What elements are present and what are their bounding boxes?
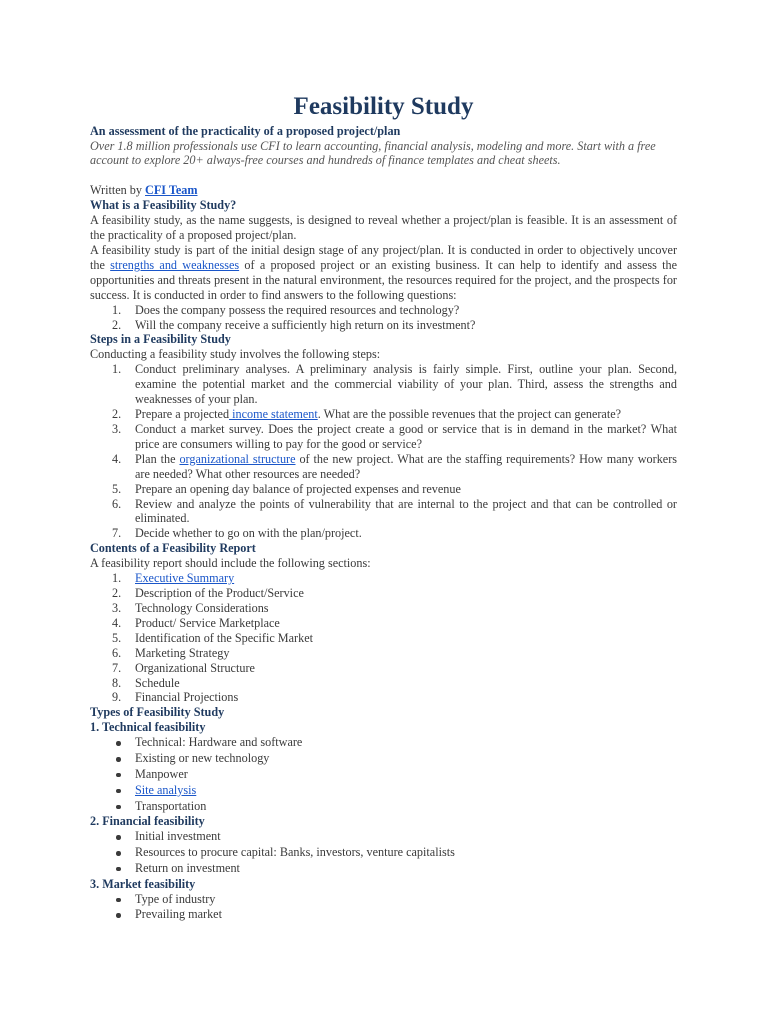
list-item [90,631,677,646]
text-run: A feasibility study is part of the initial design stage of any project/plan. It is conducted in order to objectively uncover the [90,243,677,272]
questions-list [90,303,677,333]
list-number: 4. [112,615,122,630]
list-item-text: Transportation [135,798,207,813]
list-item [90,303,677,318]
list-item-text: Review and analyze the points of vulnerability that are internal to the project and that can be controlled or eliminated. [135,496,677,526]
list-item-text: Description of the Product/Service [135,586,304,601]
list-number: 2. [112,586,122,601]
list-item [90,861,677,877]
list-item [90,783,677,799]
text-run: Prepare a projected [135,407,230,422]
site-analysis-link[interactable]: Site analysis [135,782,197,797]
list-item-text: Conduct preliminary analyses. A preliminary analysis is fairly simple. First, outline your plan. Second, examine the potential market and the commercial viability of your plan. Third, assess the strengths and weaknesses of your plan. [135,362,677,407]
list-number: 4. [112,451,122,466]
organizational-structure-link[interactable]: organizational structure [179,451,296,466]
bullet [116,757,121,762]
bullet [116,835,121,840]
list-item-text: Organizational Structure [135,660,255,675]
bullet [116,867,121,872]
subheading-market: 3. Market feasibility [90,876,196,891]
section-heading-contents: Contents of a Feasibility Report [90,541,256,556]
byline-prefix: Written by [90,183,146,198]
list-item-text: Resources to procure capital: Banks, investors, venture capitalists [135,845,455,860]
list-item-text: Does the company possess the required resources and technology? [135,302,460,317]
subheading-technical: 1. Technical feasibility [90,720,206,735]
list-item-text: Technology Considerations [135,600,269,615]
text-run: of the new project. What are the staffing requirements? How many workers are needed? What other resources are needed? [135,451,677,481]
bullet [116,741,121,746]
list-item [90,586,677,601]
list-number: 1. [112,302,122,317]
technical-list [90,735,677,814]
list-item [90,845,677,861]
market-list [90,892,677,924]
list-item-text: Existing or new technology [135,751,270,766]
list-item-text: Technical: Hardware and software [135,735,303,750]
bullet [116,789,121,794]
list-item-text: Financial Projections [135,690,239,705]
list-item [90,676,677,691]
list-item-text: Prepare an opening day balance of projected expenses and revenue [135,481,461,496]
list-item [90,422,677,452]
list-item [90,799,677,815]
strengths-weaknesses-link[interactable]: strengths and weaknesses [110,257,240,272]
list-item [90,362,677,407]
executive-summary-link[interactable]: Executive Summary [135,571,235,586]
list-item-text: Initial investment [135,829,221,844]
bullet [116,773,121,778]
list-item [90,526,677,541]
list-number: 8. [112,675,122,690]
list-item [90,318,677,333]
list-number: 1. [112,571,122,586]
list-item-text: Will the company receive a sufficiently high return on its investment? [135,317,476,332]
section-heading-what-is: What is a Feasibility Study? [90,198,237,213]
steps-list [90,362,677,541]
report-sections-list [90,571,677,705]
list-item [90,735,677,751]
page-subtitle: An assessment of the practicality of a proposed project/plan [90,124,401,138]
list-number: 3. [112,600,122,615]
paragraph: A feasibility report should include the following sections: [90,556,371,571]
list-item [90,907,677,923]
list-item-text: Product/ Service Marketplace [135,615,280,630]
intro-text: Over 1.8 million professionals use CFI to learn accounting, financial analysis, modeling and more. Start with a free account to explore 20+ always-free courses and hundreds of finance templates and cheat sheets. [90,138,656,168]
list-item-text: Decide whether to go on with the plan/project. [135,526,362,541]
list-item [90,616,677,631]
financial-list [90,829,677,876]
list-item-text: Schedule [135,675,180,690]
list-item [90,751,677,767]
list-item-text: Conduct a market survey. Does the project create a good or service that is in demand in the market? What price are consumers willing to pay for the good or service? [135,422,677,451]
list-item [90,407,677,422]
list-number: 2. [112,407,122,422]
list-item [90,497,677,527]
list-number: 5. [112,630,122,645]
page-title: Feasibility Study [293,93,474,120]
list-number: 6. [112,496,122,511]
list-number: 1. [112,362,122,377]
article-body [90,92,677,923]
list-item-text: Identification of the Specific Market [135,630,314,645]
list-item-text: Type of industry [135,891,216,906]
list-number: 7. [112,660,122,675]
author-link[interactable]: CFI Team [145,183,198,198]
list-number: 5. [112,481,122,496]
section-heading-steps: Steps in a Feasibility Study [90,332,231,347]
subheading-financial: 2. Financial feasibility [90,814,205,829]
income-statement-link[interactable]: income statement [229,407,318,422]
list-item-text: Manpower [135,766,188,781]
list-item [90,690,677,705]
bullet [116,913,121,918]
list-item-text: Marketing Strategy [135,645,230,660]
list-item [90,892,677,908]
list-item [90,482,677,497]
list-item [90,829,677,845]
byline [90,183,677,198]
paragraph: A feasibility study, as the name suggests, is designed to reveal whether a project/plan is feasible. It is an assessment of the practicality of a proposed project/plan. [90,213,677,243]
spacer [90,168,677,183]
list-number: 3. [112,422,122,436]
list-number: 6. [112,645,122,660]
list-item [90,452,677,482]
section-heading-types: Types of Feasibility Study [90,705,225,720]
list-number: 9. [112,690,122,705]
list-item-text: Prevailing market [135,907,222,922]
text-run: Plan the [135,451,180,466]
list-item [90,767,677,783]
bullet [116,805,121,810]
bullet [116,898,121,903]
list-number: 2. [112,317,122,332]
list-item [90,601,677,616]
list-item-text: Return on investment [135,860,240,875]
list-number: 7. [112,526,122,541]
list-item [90,646,677,661]
text-run: of a proposed project or an existing business. It can help to identify and assess the opportunities and threats present in the natural environment, the resources required for the project, and the prospects for success. It is conducted in order to find answers to the following questions: [90,257,677,302]
list-item [90,661,677,676]
text-run: . What are the possible revenues that the project can generate? [317,407,622,422]
paragraph [90,243,677,303]
list-item [90,571,677,586]
bullet [116,851,121,856]
paragraph: Conducting a feasibility study involves the following steps: [90,347,381,362]
